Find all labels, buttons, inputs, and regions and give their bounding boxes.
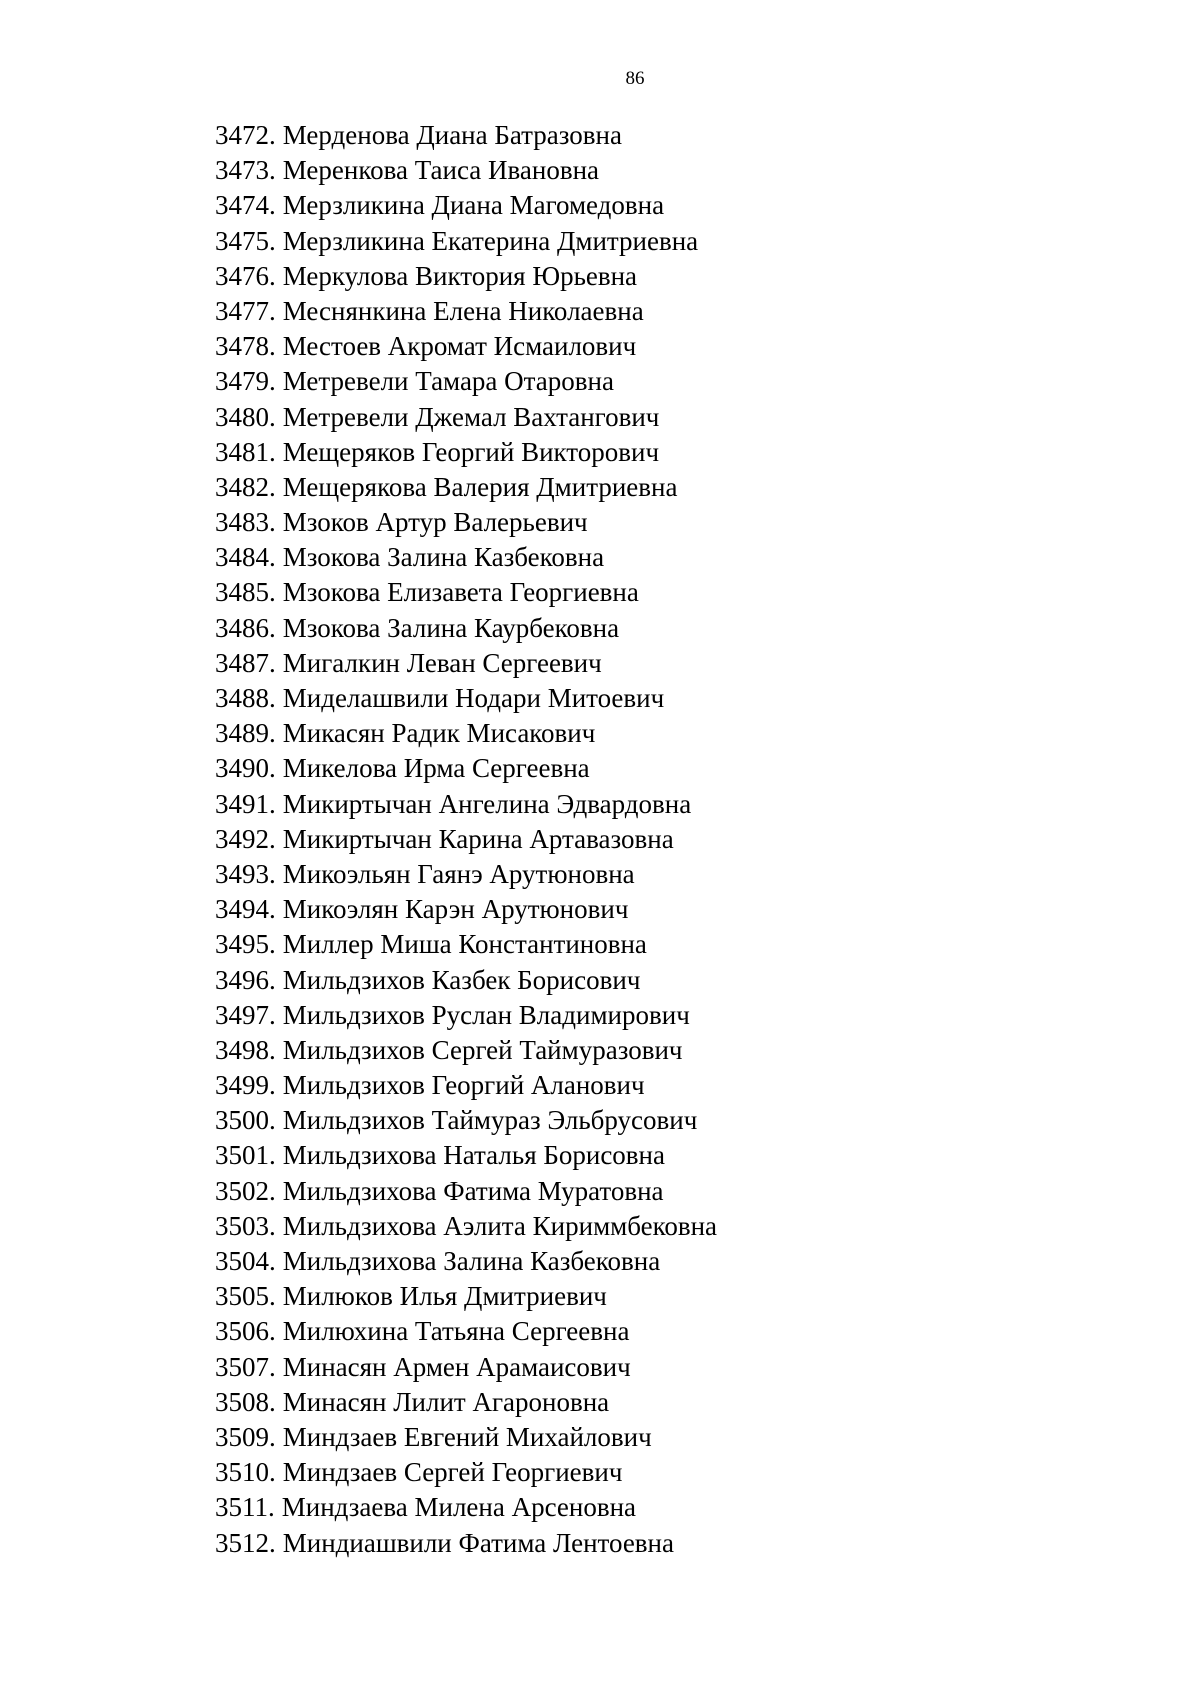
entry-name: Мещерякова Валерия Дмитриевна <box>282 471 678 502</box>
entry-name: Минасян Армен Арамаисович <box>282 1351 631 1382</box>
list-item <box>215 153 717 188</box>
entry-name: Милюхина Татьяна Сергеевна <box>282 1316 630 1347</box>
entry-name: Микелова Ирма Сергеевна <box>282 753 590 784</box>
entry-number: 3481. <box>215 436 276 467</box>
list-item <box>215 1244 717 1279</box>
entry-number: 3497. <box>215 999 276 1030</box>
list-item <box>215 329 717 364</box>
entry-name: Мерзликина Диана Магомедовна <box>282 190 665 221</box>
list-item <box>215 1490 717 1525</box>
entry-number: 3474. <box>215 190 276 221</box>
entry-name: Мзокова Залина Казбековна <box>282 542 605 573</box>
entry-name: Метревели Тамара Отаровна <box>282 366 614 397</box>
entry-number: 3479. <box>215 366 276 397</box>
entry-number: 3511. <box>215 1492 275 1523</box>
entry-name: Местоев Акромат Исмаилович <box>282 331 637 362</box>
entry-name: Мильдзихова Аэлита Кириммбековна <box>282 1210 718 1241</box>
list-item <box>215 1033 717 1068</box>
entry-number: 3473. <box>215 155 276 186</box>
entry-name: Меренкова Таиса Ивановна <box>282 155 599 186</box>
list-item <box>215 892 717 927</box>
list-item <box>215 575 717 610</box>
entry-number: 3487. <box>215 647 276 678</box>
entry-name: Микасян Радик Мисакович <box>282 718 596 749</box>
list-item <box>215 294 717 329</box>
list-item <box>215 963 717 998</box>
entry-number: 3496. <box>215 964 276 995</box>
entry-number: 3485. <box>215 577 276 608</box>
page-number: 86 <box>625 68 645 89</box>
entry-name: Миллер Миша Константиновна <box>282 929 647 960</box>
list-item <box>215 1420 717 1455</box>
list-item <box>215 1385 717 1420</box>
list-item <box>215 787 717 822</box>
list-item <box>215 400 717 435</box>
entry-number: 3505. <box>215 1281 276 1312</box>
entry-number: 3498. <box>215 1034 276 1065</box>
list-item <box>215 927 717 962</box>
entry-name: Милюков Илья Дмитриевич <box>282 1281 607 1312</box>
entry-name: Мзоков Артур Валерьевич <box>282 507 588 538</box>
entry-name: Меснянкина Елена Николаевна <box>282 295 644 326</box>
entry-number: 3499. <box>215 1070 276 1101</box>
list-item <box>215 540 717 575</box>
entry-name: Мильдзихов Георгий Аланович <box>282 1070 645 1101</box>
entry-number: 3482. <box>215 471 276 502</box>
entry-name: Миделашвили Нодари Митоевич <box>282 683 665 713</box>
entry-number: 3476. <box>215 260 276 291</box>
list-item <box>215 1526 717 1561</box>
list-item <box>215 435 717 470</box>
entry-name: Меркулова Виктория Юрьевна <box>282 260 638 291</box>
entry-number: 3491. <box>215 788 276 819</box>
entry-name: Мильдзихова Наталья Борисовна <box>282 1140 665 1171</box>
entry-name: Мзокова Елизавета Георгиевна <box>282 577 639 608</box>
entry-number: 3489. <box>215 718 276 749</box>
list-item <box>215 1174 717 1209</box>
entry-name: Мигалкин Леван Сергеевич <box>282 647 602 678</box>
entry-name: Миндиашвили Фатима Лентоевна <box>282 1527 674 1558</box>
entry-number: 3504. <box>215 1246 276 1276</box>
entry-number: 3493. <box>215 858 276 889</box>
list-item <box>215 681 717 716</box>
entry-number: 3484. <box>215 542 276 573</box>
entry-name: Микоэлян Карэн Арутюнович <box>282 894 629 925</box>
list-item <box>215 1209 717 1244</box>
entry-name: Мильдзихов Руслан Владимирович <box>282 999 690 1030</box>
entry-name: Минасян Лилит Агароновна <box>282 1386 610 1417</box>
entry-name: Метревели Джемал Вахтангович <box>282 401 660 432</box>
list-item <box>215 822 717 857</box>
list-item <box>215 364 717 399</box>
list-item <box>215 716 717 751</box>
entry-name: Миндзаева Милена Арсеновна <box>281 1492 637 1523</box>
entry-number: 3500. <box>215 1105 276 1136</box>
entry-number: 3512. <box>215 1527 276 1558</box>
name-list <box>215 118 717 1561</box>
entry-number: 3472. <box>215 120 276 150</box>
entry-number: 3503. <box>215 1210 276 1241</box>
list-item <box>215 1279 717 1314</box>
entry-number: 3475. <box>215 225 276 256</box>
entry-name: Мильдзихов Казбек Борисович <box>282 964 641 995</box>
entry-name: Мерденова Диана Батразовна <box>282 120 622 150</box>
entry-name: Миндзаев Евгений Михайлович <box>282 1421 652 1452</box>
entry-number: 3483. <box>215 507 276 538</box>
entry-name: Микиртычан Карина Артавазовна <box>282 823 674 854</box>
list-item <box>215 1138 717 1173</box>
entry-number: 3477. <box>215 295 276 326</box>
entry-number: 3507. <box>215 1351 276 1382</box>
list-item <box>215 1314 717 1349</box>
list-item <box>215 259 717 294</box>
list-item <box>215 505 717 540</box>
list-item <box>215 118 717 153</box>
entry-number: 3502. <box>215 1175 276 1206</box>
entry-name: Мильдзихов Сергей Таймуразович <box>282 1034 683 1065</box>
entry-number: 3510. <box>215 1457 276 1488</box>
entry-number: 3478. <box>215 331 276 362</box>
entry-number: 3506. <box>215 1316 276 1347</box>
entry-number: 3492. <box>215 823 276 854</box>
list-item <box>215 646 717 681</box>
list-item <box>215 1350 717 1385</box>
list-item <box>215 611 717 646</box>
entry-number: 3488. <box>215 683 276 713</box>
entry-number: 3486. <box>215 612 276 643</box>
list-item <box>215 224 717 259</box>
list-item <box>215 998 717 1033</box>
entry-name: Мзокова Залина Каурбековна <box>282 612 620 643</box>
entry-number: 3495. <box>215 929 276 960</box>
entry-number: 3508. <box>215 1386 276 1417</box>
entry-name: Микиртычан Ангелина Эдвардовна <box>282 788 692 819</box>
entry-name: Мильдзихов Таймураз Эльбрусович <box>282 1105 698 1136</box>
entry-name: Мерзликина Екатерина Дмитриевна <box>282 225 699 256</box>
entry-name: Мещеряков Георгий Викторович <box>282 436 660 467</box>
entry-name: Мильдзихова Фатима Муратовна <box>282 1175 664 1206</box>
entry-number: 3490. <box>215 753 276 784</box>
list-item <box>215 1068 717 1103</box>
entry-number: 3501. <box>215 1140 276 1171</box>
entry-name: Миндзаев Сергей Георгиевич <box>282 1457 623 1488</box>
entry-name: Мильдзихова Залина Казбековна <box>282 1246 661 1276</box>
list-item <box>215 1455 717 1490</box>
entry-number: 3480. <box>215 401 276 432</box>
list-item <box>215 751 717 786</box>
list-item <box>215 1103 717 1138</box>
list-item <box>215 857 717 892</box>
entry-number: 3509. <box>215 1421 276 1452</box>
entry-number: 3494. <box>215 894 276 925</box>
entry-name: Микоэльян Гаянэ Арутюновна <box>282 858 635 889</box>
list-item <box>215 188 717 223</box>
list-item <box>215 470 717 505</box>
